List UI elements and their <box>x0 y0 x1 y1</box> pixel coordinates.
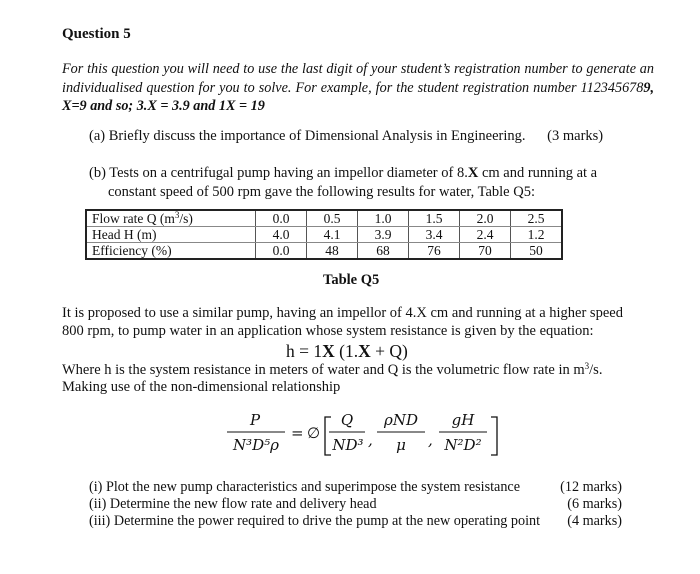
comma-2: , <box>428 431 433 449</box>
table-cell: 3.4 <box>409 227 460 243</box>
table-cell: 2.4 <box>460 227 511 243</box>
proposal-line1: It is proposed to use a similar pump, having an impellor of 4.X cm and running at a higher speed <box>62 305 623 321</box>
table-cell: 0.0 <box>256 210 307 227</box>
equation-end: + Q) <box>370 341 408 361</box>
where-unit: /s. <box>589 362 603 378</box>
intro-example-bold: 9, X=9 and so; 3.X = 3.9 and 1X = 19 <box>62 79 654 114</box>
row-label: Efficiency (%) <box>86 243 256 260</box>
table-cell: 48 <box>307 243 358 260</box>
dimensionless-relationship <box>225 405 515 465</box>
table-cell: 2.5 <box>511 210 563 227</box>
table-cell: 70 <box>460 243 511 260</box>
row-label-sup: 3 <box>174 210 180 220</box>
part-b-x: X <box>467 165 479 181</box>
subquestion-iii-marks: (4 marks) <box>567 513 622 529</box>
lhs-denominator: N³D⁵ρ <box>233 436 279 454</box>
table-cell: 1.0 <box>358 210 409 227</box>
part-a-label: (a) <box>89 128 106 144</box>
left-bracket <box>325 417 331 455</box>
row-label: Head H (m) <box>86 227 256 243</box>
table-cell: 3.9 <box>358 227 409 243</box>
subquestion-i: (i) Plot the new pump characteristics and superimpose the system resistance <box>89 479 521 495</box>
table-cell: 1.2 <box>511 227 563 243</box>
term2-numerator: ρND <box>384 411 418 429</box>
where-text: Where h is the system resistance in meters of water and Q is the volumetric flow rate in m <box>62 362 585 378</box>
intro-text: For this question you will need to use the last digit of your student’s registration number to generate an individualised question for you to solve. For example, for the student registration number 112345678 <box>62 61 654 96</box>
right-bracket <box>491 417 497 455</box>
formula-svg <box>225 405 515 465</box>
row-label-unit: /s) <box>179 211 193 226</box>
table-row <box>86 243 562 260</box>
table-caption: Table Q5 <box>323 272 380 288</box>
phi-symbol: ∅ <box>307 424 321 442</box>
part-b-line2: constant speed of 500 rpm gave the following results for water, Table Q5: <box>108 184 535 200</box>
part-b-line1-text: (b) Tests on a centrifugal pump having an impellor diameter of 8. <box>89 165 468 181</box>
term3-numerator: gH <box>451 411 475 429</box>
term1-numerator: Q <box>340 411 354 429</box>
table-cell: 68 <box>358 243 409 260</box>
table-cell: 4.0 <box>256 227 307 243</box>
proposal-line2: 800 rpm, to pump water in an application whose system resistance is given by the equation: <box>62 323 594 339</box>
equation-x2: X <box>358 341 371 361</box>
subquestion-i-marks: (12 marks) <box>560 479 622 495</box>
table-cell: 76 <box>409 243 460 260</box>
part-a <box>89 128 603 145</box>
making-use-line: Making use of the non-dimensional relationship <box>62 379 341 395</box>
where-sup: 3 <box>584 361 590 371</box>
comma-1: , <box>368 431 373 449</box>
term3-denominator: N²D² <box>444 436 482 454</box>
table-cell: 2.0 <box>460 210 511 227</box>
part-a-marks: (3 marks) <box>547 128 604 144</box>
term1-denominator: ND³ <box>332 436 364 454</box>
lhs-numerator: P <box>249 411 261 429</box>
system-resistance-equation <box>286 341 408 362</box>
table-cell: 4.1 <box>307 227 358 243</box>
where-line <box>62 362 602 379</box>
table-cell: 50 <box>511 243 563 260</box>
intro-paragraph <box>62 60 654 116</box>
equation-x1: X <box>322 341 335 361</box>
equals-sign: = <box>291 424 304 442</box>
equation-lhs: h = 1 <box>286 341 323 361</box>
subquestion-iii: (iii) Determine the power required to drive the pump at the new operating point <box>89 513 541 529</box>
table-row <box>86 227 562 243</box>
equation-mid: (1. <box>334 341 359 361</box>
part-b-line1-end: cm and running at a <box>478 165 598 181</box>
table-row <box>86 210 562 227</box>
table-q5 <box>85 209 563 260</box>
term2-denominator: μ <box>396 436 406 454</box>
table-cell: 0.0 <box>256 243 307 260</box>
subquestion-ii-marks: (6 marks) <box>567 496 622 512</box>
row-label <box>86 210 256 227</box>
question-title: Question 5 <box>62 26 131 42</box>
row-label-text: Flow rate Q (m <box>92 211 175 226</box>
part-b-line1 <box>89 165 597 182</box>
table-cell: 0.5 <box>307 210 358 227</box>
part-a-text: Briefly discuss the importance of Dimensional Analysis in Engineering. <box>108 128 526 144</box>
table-cell: 1.5 <box>409 210 460 227</box>
subquestion-ii: (ii) Determine the new flow rate and delivery head <box>89 496 377 512</box>
